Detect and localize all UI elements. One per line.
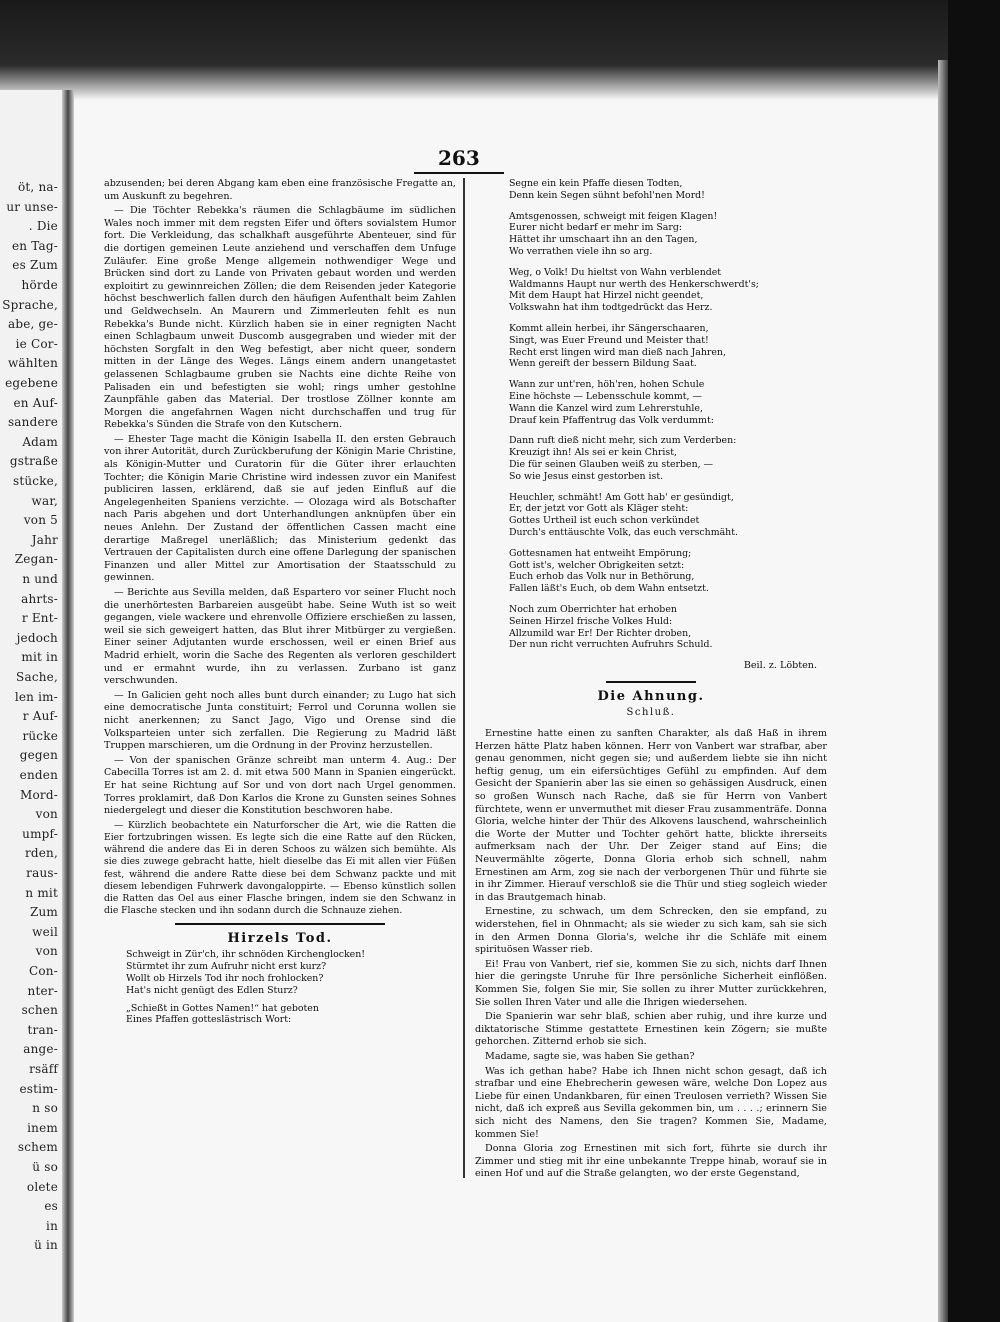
article-paragraph: — Berichte aus Sevilla melden, daß Espartero vor seiner Flucht noch die unerhörtesten Barbareien ausgeübt habe. Seine Wuth ist so weit gegangen, viele wackere und ehrenvolle Offiziere erschießen zu lassen, weil sie sich geweigert hatten, das Blut ihrer Mitbürger zu vergießen. Einer seiner Adjutanten wurde erschossen, weil er einen Brief aus Madrid erhielt, worin die Sache des Regenten als verloren geschildert und er ermahnt wurde, ihn zu verlassen. Zurbano ist ganz verschwunden. <box>104 587 456 687</box>
poem-stanza <box>509 379 827 426</box>
margin-fragment: estim- <box>19 1081 58 1096</box>
margin-fragment: von <box>35 807 58 822</box>
poem-line: Noch zum Oberrichter hat erhoben <box>509 603 677 615</box>
margin-fragment: raus- <box>26 866 58 880</box>
margin-fragment: gstraße <box>9 454 58 469</box>
poem-line: Kommt allein herbei, ihr Sängerschaaren, <box>509 322 709 334</box>
poem-line: Amtsgenossen, schweigt mit feigen Klagen! <box>509 210 718 222</box>
poem-stanza <box>509 548 827 595</box>
story-paragraph: Madame, sagte sie, was haben Sie gethan? <box>485 1050 695 1062</box>
poem-line: Wann die Kanzel wird zum Lehrerstuhle, <box>509 402 703 414</box>
poem-stanza <box>509 267 827 314</box>
margin-fragment: Zegan- <box>14 552 58 567</box>
margin-fragment: tran- <box>27 1022 58 1037</box>
poem-line: Segne ein kein Pfaffe diesen Todten, <box>509 178 683 189</box>
story-paragraph: Ernestine, zu schwach, um dem Schrecken, den sie empfand, zu widerstehen, fiel in Ohnmacht; als sie wieder zu sich kam, sah sie sich in den Armen Donna Gloria's, welche ihr die Schläfe mit einem spirituösen Wasser rieb. <box>475 906 827 956</box>
margin-fragment: jedoch <box>16 630 58 645</box>
poem-line: Fallen läßt's Euch, ob dem Wahn entsetzt. <box>509 583 709 595</box>
margin-fragment: ie Cor- <box>15 336 58 351</box>
margin-fragment: olete <box>26 1179 58 1194</box>
poem-line: Denn kein Segen sühnt befohl'nen Mord! <box>509 189 705 201</box>
margin-fragment: n und <box>22 572 58 586</box>
poem-line: Stürmtet ihr zum Aufruhr nicht erst kurz? <box>126 961 327 973</box>
story-subtitle: Schluß. <box>626 707 676 719</box>
margin-fragment: rsäff <box>29 1062 58 1076</box>
margin-fragment: . Die <box>28 219 58 234</box>
margin-fragment: n mit <box>25 885 58 900</box>
margin-fragment: Jahr <box>31 532 58 547</box>
poem-line: Er, der jetzt vor Gott als Kläger steht: <box>509 503 689 515</box>
margin-fragment: Mord- <box>20 787 58 802</box>
poem-stanza <box>509 211 827 258</box>
margin-fragment: r Ent- <box>21 611 58 626</box>
poem-hirzels-tod <box>126 949 456 1026</box>
page-number: 263 <box>438 146 480 170</box>
poem-line: Durch's enttäuschte Volk, das euch verschmäht. <box>509 526 738 538</box>
margin-fragment: rden, <box>24 846 58 861</box>
margin-fragment: egebene <box>5 376 58 390</box>
poem-line: So wie Jesus einst gestorben ist. <box>509 470 664 482</box>
margin-fragment: nter- <box>27 983 58 998</box>
margin-fragment: wählten <box>7 356 58 371</box>
poem-line: Gottesnamen hat entweiht Empörung; <box>509 547 692 559</box>
poem-line: Die für seinen Glauben weiß zu sterben, — <box>509 458 713 470</box>
poem-line: Euch erhob das Volk nur in Bethörung, <box>509 571 695 583</box>
margin-fragment: schen <box>21 1003 58 1018</box>
poem-line: Hat's nicht genügt des Edlen Sturz? <box>126 984 298 996</box>
poem-line: Drauf kein Pfaffentrug das Volk verdummt: <box>509 414 714 426</box>
story-paragraph: Die Spanierin war sehr blaß, schien aber ruhig, und ihre kurze und diktatorische Stimme gestattete Ernestinen kein Zögern; sie mußte gehorchen. Zitternd erhob sie sich. <box>475 1011 827 1048</box>
article-paragraph: — Ehester Tage macht die Königin Isabella II. den ersten Gebrauch von ihrer Autorität, durch Zurückberufung der Königin Marie Christine, als Königin-Mutter und Curatorin für die Güter ihrer erlauchten Tochter; die Königin Marie Christine wird indessen zuvor ein Manifest publiciren lassen, erklärend, daß sie auf jeden Einfluß auf die Angelegenheiten Spaniens verzichte. — Olozaga wird als Botschafter nach Paris abgehen und dort Unterhandlungen anknüpfen über ein neues Anlehn. Der Zustand der öffentlichen Cassen macht eine derartige Maßregel unerläßlich; das Ministerium gedenkt das Vertrauen der Capitalisten durch eine offene Darlegung der spanischen Finanzen und aller Mittel zur Amortisation der Staatsschuld zu gewinnen. <box>104 433 456 584</box>
margin-fragment: schem <box>17 1140 58 1155</box>
margin-fragment: hörde <box>21 278 58 292</box>
margin-fragment: en Auf- <box>13 395 58 410</box>
margin-fragment: len im- <box>14 689 58 704</box>
poem-line: Der nun richt verruchten Aufruhrs Schuld. <box>509 639 713 651</box>
poem-line: Eine höchste — Lebensschule kommt, — <box>509 390 702 402</box>
story-title: Die Ahnung. <box>597 689 705 705</box>
right-column <box>475 178 827 1183</box>
margin-fragment: von 5 <box>23 513 58 528</box>
poem-line: Heuchler, schmäht! Am Gott hab' er gesündigt, <box>509 491 734 503</box>
poem-line: Seinen Hirzel frische Volkes Huld: <box>509 615 673 627</box>
story-paragraph: Was ich gethan habe? Habe ich Ihnen nicht schon gesagt, daß ich strafbar und eine Ehebrecherin gewesen wäre, welche Don Lopez aus Liebe für einen Undankbaren, für einen Treulosen verrieth? Wissen Sie nicht, daß ich expreß aus Sevilla gekommen bin, um . . . .; erinnern Sie sich nicht des Namens, den Sie tragen? Kommen Sie, Madame, kommen Sie! <box>475 1065 827 1140</box>
poem-line: Weg, o Volk! Du hieltst von Wahn verblendet <box>509 266 722 278</box>
poem-continuation <box>475 178 827 651</box>
poem-line: Wann zur unt'ren, höh'ren, hohen Schule <box>509 379 705 391</box>
left-column-articles <box>104 178 456 917</box>
margin-fragment: ur unse- <box>6 199 58 214</box>
poem-line: Waldmanns Haupt nur werth des Henkerschwerdt's; <box>509 278 759 290</box>
poem-stanza <box>509 323 827 370</box>
poem-line: Gottes Urtheil ist euch schon verkündet <box>509 515 700 527</box>
scan-top-edge <box>0 0 1000 100</box>
poem-line: Volkswahn hat ihm todtgedrückt das Herz. <box>509 302 713 314</box>
margin-fragment: abe, ge- <box>7 317 58 332</box>
margin-fragment: stücke, <box>12 474 58 488</box>
poem-line: Gott ist's, welcher Obrigkeiten setzt: <box>509 559 685 571</box>
scan-right-edge <box>948 0 1000 1322</box>
story-text <box>475 728 827 1181</box>
margin-fragment: Sprache, <box>2 297 58 312</box>
section-rule <box>606 681 696 683</box>
poem-stanza <box>509 492 827 539</box>
poem-line: Wenn gereift der bessern Bildung Saat. <box>509 358 697 370</box>
margin-fragment: weil <box>32 924 58 939</box>
column-divider <box>463 178 465 1178</box>
page-number-rule <box>414 172 504 174</box>
poem-line: Wo verrathen viele ihn so arg. <box>509 245 653 257</box>
margin-fragment: gegen <box>19 748 58 763</box>
margin-fragment: ahrts- <box>21 591 58 606</box>
margin-fragment: ange- <box>23 1042 58 1057</box>
poem-line: Mit dem Haupt hat Hirzel nicht geendet, <box>509 290 704 302</box>
margin-fragment: öt, na- <box>17 180 58 194</box>
poem-stanza <box>509 435 827 482</box>
book-spine <box>62 90 74 1322</box>
margin-fragment: r Auf- <box>22 709 58 724</box>
margin-fragment: ü so <box>32 1160 58 1174</box>
margin-fragment: umpf- <box>22 826 58 841</box>
poem-stanza <box>509 178 827 202</box>
poem-line: Singt, was Euer Freund und Meister that! <box>509 334 709 346</box>
poem-line: Recht erst lingen wird man dieß nach Jahren, <box>509 346 726 358</box>
margin-fragment: rücke <box>22 728 58 743</box>
margin-fragment: sandere <box>7 415 58 430</box>
margin-fragment: inem <box>27 1120 58 1135</box>
left-column <box>104 178 456 1035</box>
story-paragraph: Ei! Frau von Vanbert, rief sie, kommen Sie zu sich, nichts darf Ihnen hier die geringste Unruhe für Ihre persönliche Sicherheit einflößen. Kommen Sie, folgen Sie mir, Sie sollen zu ihrer Mutter zurückkehren, Sie sollen Ihren Vater und alle die Ihrigen wiedersehen. <box>475 958 827 1008</box>
poem-title: Hirzels Tod. <box>227 931 333 947</box>
margin-fragment: war, <box>31 493 58 508</box>
article-paragraph: — Kürzlich beobachtete ein Naturforscher die Art, wie die Ratten die Eier fortzubringen wissen. Es legte sich die eine Ratte auf den Rücken, während die andere das Ei in deren Schoos zu wälzen sich bemühte. Als sie dies zuwege gebracht hatte, hielt dieselbe das Ei mit allen vier Füßen fest, während die andere Ratte diese bei dem Schwanz packte und mit diesem lebendigen Fuhrwerk davongaloppirte. — Ebenso künstlich sollen die Ratten das Oel aus einer Flasche bringen, indem sie den Schwanz in die Flasche stecken und ihn sodann durch die Schnauze ziehen. <box>104 819 456 917</box>
poem-line: Eurer nicht bedarf er mehr im Sarg: <box>509 222 682 234</box>
article-paragraph: abzusenden; bei deren Abgang kam eben eine französische Fregatte an, um Auskunft zu begehren. <box>104 178 456 202</box>
margin-fragment: von <box>35 944 58 959</box>
margin-fragment: Sache, <box>16 670 58 684</box>
poem-line: Allzumild war Er! Der Richter droben, <box>509 627 692 639</box>
margin-fragment: Con- <box>29 964 58 978</box>
margin-fragment: es <box>44 1199 58 1214</box>
poem-signature: Beil. z. Löbten. <box>743 660 817 672</box>
margin-fragment: n so <box>32 1101 58 1116</box>
margin-fragment: en Tag- <box>11 238 58 253</box>
margin-fragment: Zum <box>29 905 58 920</box>
poem-stanza <box>509 604 827 651</box>
margin-fragment: Adam <box>22 434 58 449</box>
previous-page-margin <box>0 90 62 1322</box>
story-paragraph: Donna Gloria zog Ernestinen mit sich fort, führte sie durch ihr Zimmer und stieg mit ihr eine unbekannte Treppe hinab, worauf sie in einen Hof und auf die Straße gelangten, wo der erste Gegenstand, <box>475 1143 827 1180</box>
poem-line: Kreuzigt ihn! Als sei er kein Christ, <box>509 447 677 459</box>
poem-line: Wollt ob Hirzels Tod ihr noch frohlocken? <box>126 972 324 984</box>
story-paragraph: Ernestine hatte einen zu sanften Charakter, als daß Haß in ihrem Herzen hätte Platz haben können. Herr von Vanbert war strafbar, aber genau genommen, nicht gegen sie; und außerdem liebte sie ihn nicht heftig genug, um ein eifersüchtiges Gefühl zu empfinden. Auf dem Gesicht der Spanierin aber las sie einen so gehässigen Ausdruck, einen so großen Wunsch nach Rache, daß sie für Herrn von Vanbert fürchtete, wenn er unvermuthet mit dieser Frau zusammenträfe. Donna Gloria, welche hinter der Thür des Alkovens lauschend, wahrscheinlich die Worte der Mutter und Tochter gehört hatte, blickte ihrerseits aufmerksam nach der Uhr. Der Zeiger stand auf Eins; die Neuvermählte zögerte, Donna Gloria erhob sich schnell, nahm Ernestinen am Arm, zog sie nach der verborgenen Thür und führte sie in ihr Zimmer. Hierauf verschloß sie die Thür und stieg sogleich wieder in das Brautgemach hinab. <box>475 728 827 903</box>
poem-line: Hättet ihr umschaart ihn an den Tagen, <box>509 234 698 246</box>
margin-fragment: ü in <box>34 1238 58 1253</box>
article-paragraph: — In Galicien geht noch alles bunt durch einander; zu Lugo hat sich eine democratische Junta constituirt; Ferrol und Corunna wollen sie nicht anerkennen; zu Sanct Jago, Vigo und Orense sind die Volksparteien unter sich zerfallen. Die Regierung zu Madrid läßt Truppen marschieren, um die Ordnung in der Provinz herzustellen. <box>104 689 456 752</box>
margin-fragment: enden <box>19 768 58 782</box>
article-paragraph: — Die Töchter Rebekka's räumen die Schlagbäume im südlichen Wales noch immer mit dem regsten Eifer und öfters sovialstem Humor fort. Die Verkleidung, das schalkhaft ausgeführte Abenteuer, sind für die dortigen gemeinen Leute anziehend und verschaffen dem Unfuge Zuläufer. Eine große Menge allgemein nothwendiger Wege und Brücken sind dort zu Lande von Privaten gebaut worden und werden exploitirt zu gewinnreichen Zöllen; die dem Reisenden jeder Kategorie höchst beschwerlich fallen durch den häufigen Aufenthalt beim Zahlen und Geldwechseln. An Maurern und Zimmerleuten fehlt es nun Rebekka's Bunde nicht. Kürzlich haben sie in einer regnigten Nacht einen Schlagbaum unweit Duscomb ausgegraben und wieder mit der höchsten Sorgfalt in den Weg befestigt, aber nicht queer, sondern mitten in der Länge des Weges. Längs einem andern unangetastet gelassenen Schlagbaume gruben sie Nachts eine dichte Reihe von Palisaden ein und befestigten sie wohl; rings umher gestohlne Zaunpfähle gaben das Material. Der trostlose Zöllner konnte am Morgen die angefahrnen Wagen nicht durchschaffen und trug für Rebekka's Sünden die Strafe von den Kutschern. <box>104 205 456 431</box>
margin-fragment: es Zum <box>12 258 58 273</box>
margin-fragment: mit in <box>21 650 58 665</box>
poem-line: Dann ruft dieß nicht mehr, sich zum Verderben: <box>509 435 737 447</box>
margin-fragment: in <box>46 1218 58 1233</box>
article-paragraph: — Von der spanischen Gränze schreibt man unterm 4. Aug.: Der Cabecilla Torres ist am 2. d. mit etwa 500 Mann in Spanien eingerückt. Er hat seine Richtung auf Sor und von dort nach Urgel genommen. Torres proklamirt, daß Don Karlos die Krone zu Gunsten seines Sohnes niedergelegt und dieser die Konstitution beschworen habe. <box>104 754 456 817</box>
poem-line: Schweigt in Zür'ch, ihr schnöden Kirchenglocken! <box>126 949 366 961</box>
poem-line: „Schießt in Gottes Namen!“ hat geboten <box>126 1002 319 1014</box>
poem-line: Eines Pfaffen gotteslästrisch Wort: <box>126 1014 292 1026</box>
section-rule <box>175 923 385 925</box>
